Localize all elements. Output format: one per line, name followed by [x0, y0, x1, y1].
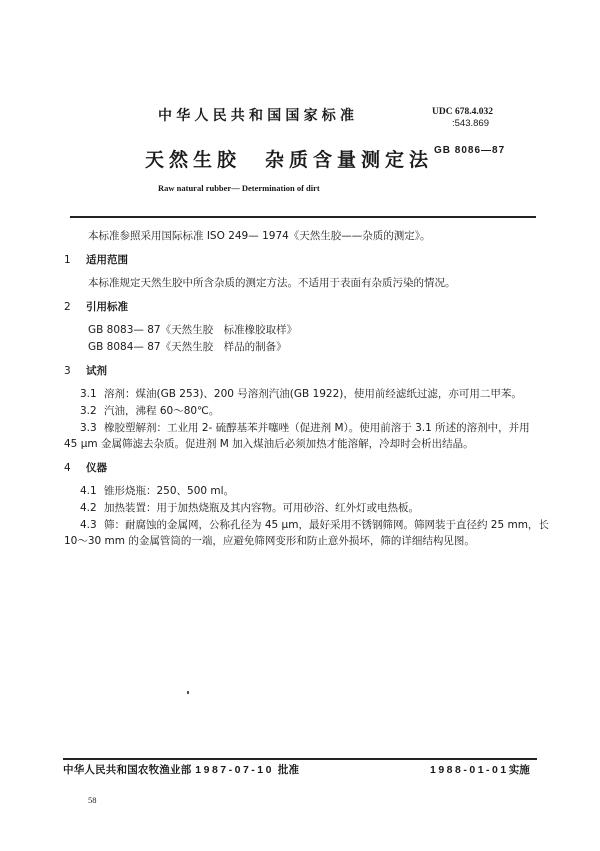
clause-number: 4.3: [80, 519, 97, 531]
section-number: 4: [64, 462, 71, 474]
section-number: 3: [64, 365, 71, 377]
section-title: 引用标准: [86, 301, 128, 313]
clause-text: 加热装置：用于加热烧瓶及其内容物。可用砂浴、红外灯或电热板。: [104, 502, 419, 514]
udc-line-1: UDC 678.4.032: [432, 107, 493, 117]
intro-paragraph: 本标准参照采用国际标准 ISO 249— 1974《天然生胶——杂质的测定》。: [88, 230, 431, 242]
clause-number: 3.2: [80, 405, 97, 417]
clause-number: 3.3: [80, 422, 97, 434]
reference-item: GB 8084— 87《天然生胶 样品的制备》: [88, 341, 287, 353]
approval-date: 1987-07-10: [195, 764, 274, 776]
issuing-authority: 中华人民共和国国家标准: [158, 108, 359, 124]
clause-text: 汽油，沸程 60～80℃。: [104, 405, 220, 417]
clause-number: 4.2: [80, 502, 97, 514]
section-title: 适用范围: [86, 254, 128, 266]
footer-divider: [63, 758, 537, 760]
clause-4-2: [80, 501, 419, 515]
approval-label: 批准: [277, 764, 300, 776]
clause-3-3-continued: 45 μm 金属筛滤去杂质。促进剂 M 加入煤油后必须加热才能溶解，冷却时会析出结晶。: [64, 438, 474, 450]
section-number: 2: [64, 301, 71, 313]
clause-text: 筛：耐腐蚀的金属网，公称孔径为 45 μm，最好采用不锈钢筛网。筛网装于直径约 25 mm，长: [104, 519, 549, 531]
standard-code: GB 8086—87: [434, 145, 506, 156]
udc-code: [432, 106, 493, 130]
clause-text: 溶剂：煤油(GB 253)、200 号溶剂汽油(GB 1922)，使用前经滤纸过滤，亦可用二甲苯。: [104, 388, 522, 400]
reference-item: GB 8083— 87《天然生胶 标准橡胶取样》: [88, 324, 298, 336]
effective-info: [430, 762, 530, 777]
approval-info: [63, 762, 299, 777]
section-title: 试剂: [86, 365, 107, 377]
page-number: 58: [88, 795, 97, 805]
clause-text: 锥形烧瓶：250、500 ml。: [104, 485, 235, 497]
scan-speck: [187, 691, 189, 694]
clause-number: 3.1: [80, 388, 97, 400]
section-heading-4: [64, 460, 107, 475]
section-heading-3: [64, 363, 107, 378]
clause-4-3: [80, 518, 549, 532]
udc-line-2: :543.869: [452, 118, 489, 129]
section-heading-1: [64, 252, 128, 267]
clause-4-3-continued: 10～30 mm 的金属管筒的一端，应避免筛网变形和防止意外损坏，筛的详细结构见图。: [64, 535, 475, 547]
section-heading-2: [64, 299, 128, 314]
clause-text: 橡胶塑解剂：工业用 2- 硫醇基苯并噻唑（促进剂 M）。使用前溶于 3.1 所述的溶剂中，并用: [104, 422, 530, 434]
clause-3-2: [80, 404, 219, 418]
document-title-english: Raw natural rubber— Determination of dirt: [158, 183, 320, 193]
section-1-paragraph: 本标准规定天然生胶中所含杂质的测定方法。不适用于表面有杂质污染的情况。: [88, 277, 456, 289]
clause-4-1: [80, 484, 234, 498]
issuer: 中华人民共和国农牧渔业部: [63, 764, 192, 776]
effective-date: 1988-01-01: [430, 764, 509, 776]
section-title: 仪器: [86, 462, 107, 474]
clause-3-3: [80, 421, 530, 435]
header-divider: [70, 216, 536, 218]
section-number: 1: [64, 254, 71, 266]
effective-label: 实施: [508, 764, 530, 776]
clause-number: 4.1: [80, 485, 97, 497]
document-title-chinese: 天然生胶 杂质含量测定法: [145, 149, 434, 171]
clause-3-1: [80, 387, 522, 401]
